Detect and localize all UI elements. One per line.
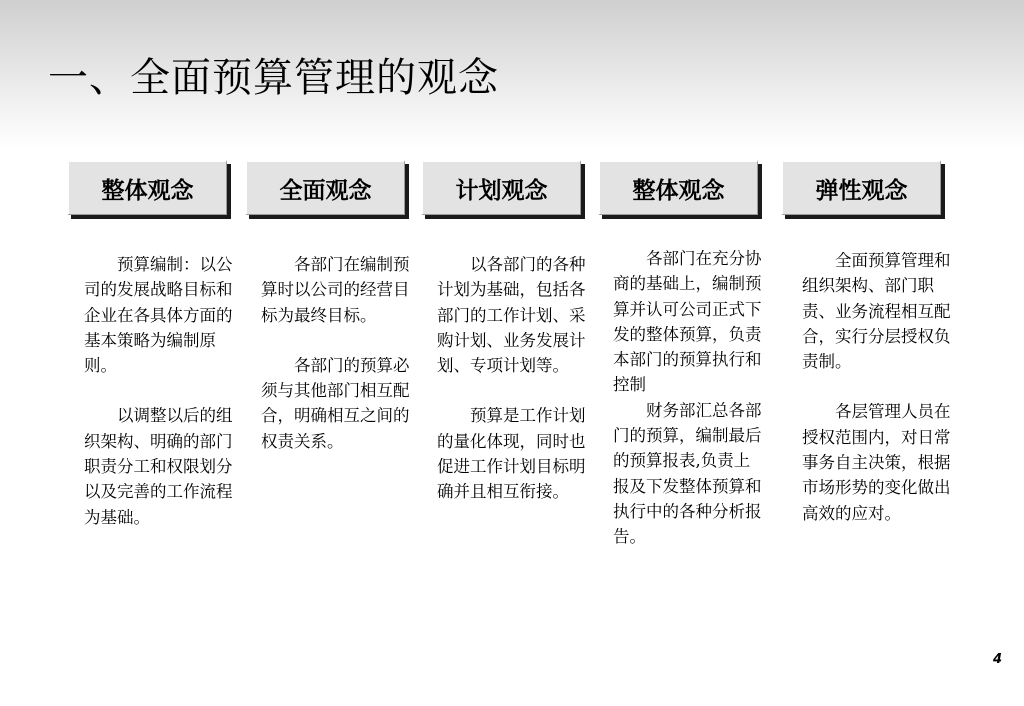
concept-5-paragraph-1: 全面预算管理和组织架构、部门职责、业务流程相互配合，实行分层授权负责制。 bbox=[802, 251, 951, 372]
concept-column-1 bbox=[67, 160, 227, 215]
concept-header-1: 整体观念 bbox=[67, 160, 227, 215]
concept-4-paragraph-1: 各部门在充分协商的基础上，编制预算并认可公司正式下发的整体预算，负责本部门的预算执行和控制 bbox=[613, 249, 762, 395]
concept-body-1 bbox=[84, 252, 234, 530]
page-number: 4 bbox=[992, 652, 1002, 667]
concept-header-3: 计划观念 bbox=[421, 160, 581, 215]
concept-body-3 bbox=[437, 252, 587, 505]
concept-header-4: 整体观念 bbox=[598, 160, 758, 215]
concept-5-paragraph-2: 各层管理人员在授权范围内，对日常事务自主决策，根据市场形势的变化做出高效的应对。 bbox=[802, 402, 951, 523]
concept-column-3 bbox=[421, 160, 581, 215]
concept-body-4 bbox=[613, 246, 763, 550]
concept-4-paragraph-2: 财务部汇总各部门的预算，编制最后的预算报表,负责上报及下发整体预算和执行中的各种分析报告。 bbox=[613, 400, 762, 547]
concept-1-paragraph-1: 预算编制：以公司的发展战略目标和企业在各具体方面的基本策略为编制原则。 bbox=[84, 255, 233, 376]
concept-1-paragraph-2: 以调整以后的组织架构、明确的部门职责分工和权限划分以及完善的工作流程为基础。 bbox=[84, 406, 233, 527]
concept-column-4 bbox=[598, 160, 758, 215]
concept-column-5 bbox=[781, 160, 941, 215]
concept-header-2: 全面观念 bbox=[245, 160, 405, 215]
concept-2-paragraph-2: 各部门的预算必须与其他部门相互配合，明确相互之间的权责关系。 bbox=[261, 355, 410, 451]
concept-3-paragraph-1: 以各部门的各种计划为基础，包括各部门的工作计划、采购计划、业务发展计划、专项计划等。 bbox=[437, 255, 586, 376]
slide-title: 一、全面预算管理的观念 bbox=[48, 55, 499, 101]
concept-2-paragraph-1: 各部门在编制预算时以公司的经营目标为最终目标。 bbox=[261, 255, 410, 325]
concept-3-paragraph-2: 预算是工作计划的量化体现，同时也促进工作计划目标明确并且相互衔接。 bbox=[437, 406, 586, 502]
concept-column-2 bbox=[245, 160, 405, 215]
concept-body-5 bbox=[802, 248, 952, 526]
concept-header-5: 弹性观念 bbox=[781, 160, 941, 215]
concept-body-2 bbox=[261, 252, 411, 454]
